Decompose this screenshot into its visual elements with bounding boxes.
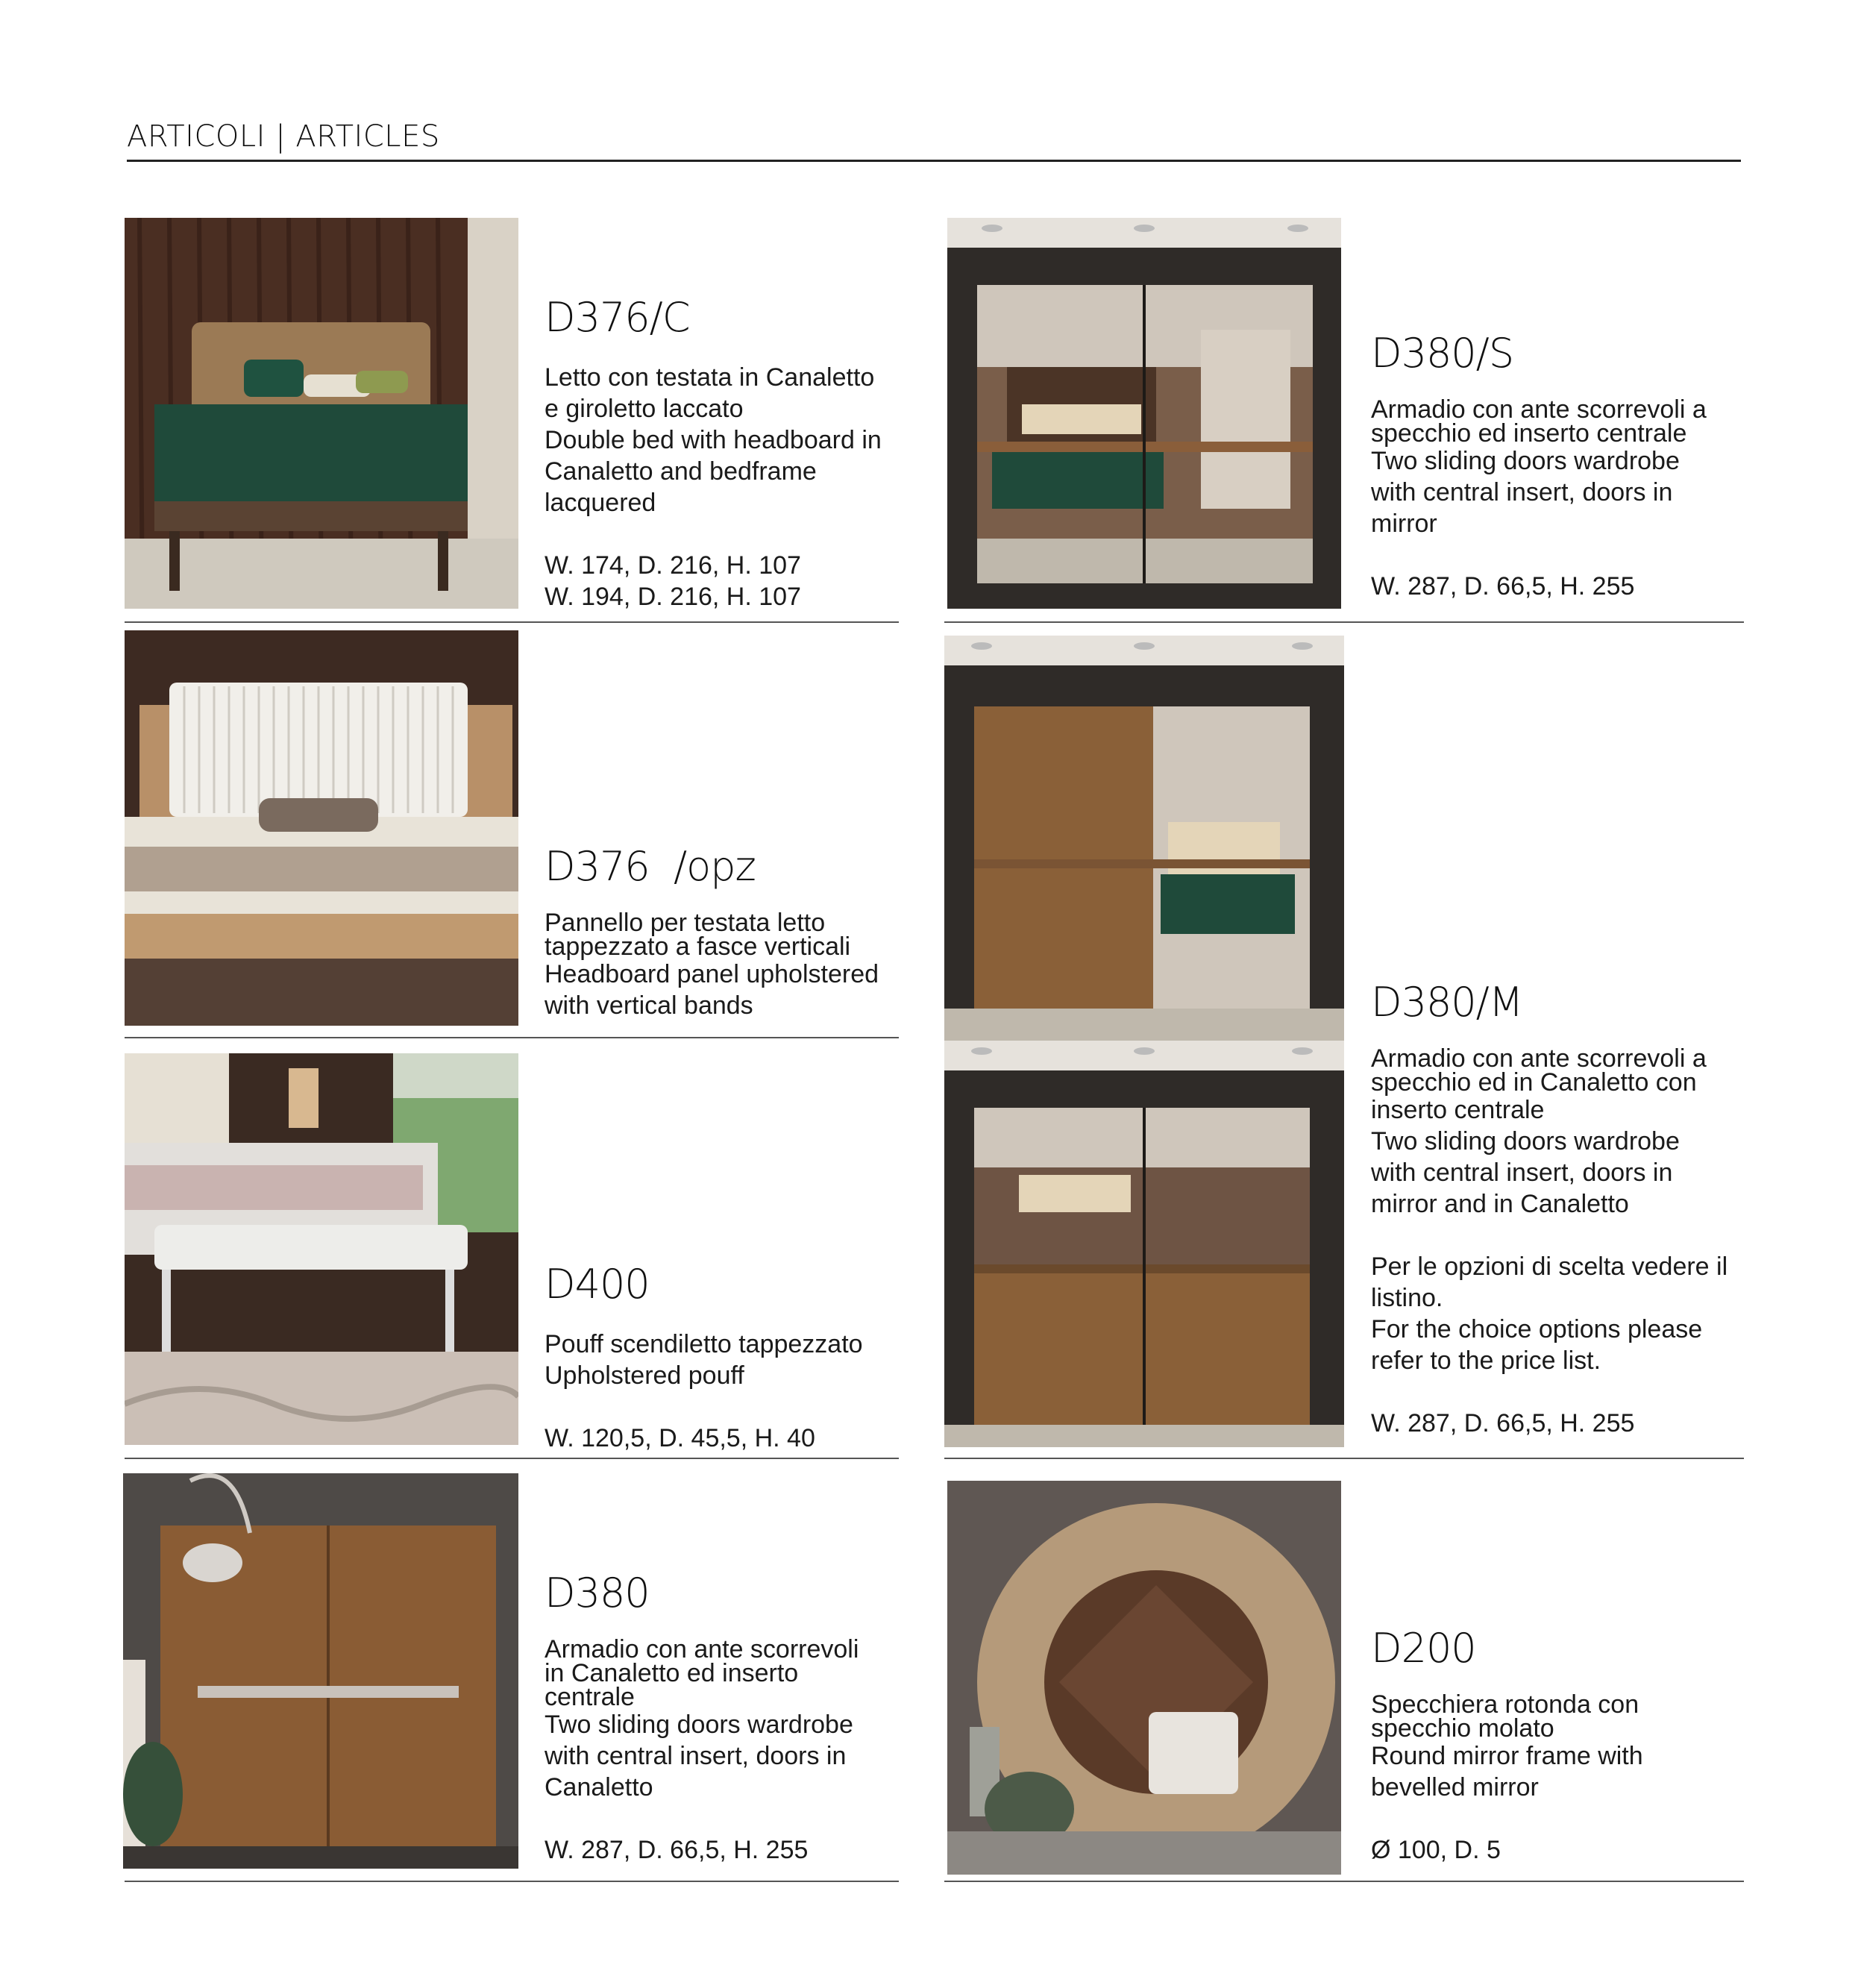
desc-line: specchio ed in Canaletto con <box>1371 1068 1697 1097</box>
dimensions: W. 120,5, D. 45,5, H. 40 <box>545 1424 815 1452</box>
desc-line: Two sliding doors wardrobe <box>1371 1127 1680 1156</box>
product-image-wardrobe-canaletto <box>944 1041 1344 1447</box>
product-image-headboard <box>125 630 518 1026</box>
desc-line: tappezzato a fasce verticali <box>545 932 851 961</box>
desc-line: Headboard panel upholstered <box>545 960 879 988</box>
desc-line: mirror <box>1371 509 1437 538</box>
item-divider <box>125 1037 899 1038</box>
product-code: D380/M <box>1371 979 1523 1026</box>
desc-line: with central insert, doors in <box>1371 1158 1673 1187</box>
desc-line: with central insert, doors in <box>545 1742 847 1770</box>
desc-line: Armadio con ante scorrevoli a <box>1371 395 1707 424</box>
desc-line: Armadio con ante scorrevoli a <box>1371 1044 1707 1073</box>
item-divider <box>944 621 1744 623</box>
desc-line: inserto centrale <box>1371 1096 1545 1124</box>
note-line: For the choice options please <box>1371 1315 1703 1343</box>
dimensions: W. 287, D. 66,5, H. 255 <box>545 1836 809 1864</box>
desc-line: specchio molato <box>1371 1714 1554 1743</box>
desc-line: Two sliding doors wardrobe <box>545 1711 853 1739</box>
product-image-bed <box>125 218 518 609</box>
desc-line: Upholstered pouff <box>545 1361 744 1390</box>
product-image-pouff <box>125 1053 518 1445</box>
dimensions: W. 174, D. 216, H. 107 <box>545 551 801 580</box>
product-image-wardrobe-open <box>944 636 1344 1041</box>
item-divider <box>125 1458 899 1459</box>
desc-line: Two sliding doors wardrobe <box>1371 447 1680 475</box>
desc-line: Pouff scendiletto tappezzato <box>545 1330 863 1358</box>
dimensions: W. 287, D. 66,5, H. 255 <box>1371 1409 1635 1437</box>
desc-line: Canaletto <box>545 1773 653 1802</box>
item-divider <box>125 1881 899 1882</box>
desc-line: Double bed with headboard in <box>545 426 882 454</box>
desc-line: Pannello per testata letto <box>545 909 826 937</box>
product-d200 <box>1371 1625 1744 1866</box>
dimensions: W. 287, D. 66,5, H. 255 <box>1371 572 1635 601</box>
product-code: D200 <box>1371 1625 1476 1672</box>
desc-line: lacquered <box>545 489 656 517</box>
desc-line: centrale <box>545 1683 635 1711</box>
product-image-round-mirror <box>947 1481 1341 1875</box>
desc-line: Specchiera rotonda con <box>1371 1690 1639 1719</box>
note-line: refer to the price list. <box>1371 1346 1601 1375</box>
desc-line: Armadio con ante scorrevoli <box>545 1635 859 1664</box>
item-divider <box>125 621 899 623</box>
product-code: D380/S <box>1371 330 1514 377</box>
desc-line: mirror and in Canaletto <box>1371 1190 1629 1218</box>
note-line: Per le opzioni di scelta vedere il <box>1371 1252 1728 1281</box>
item-divider <box>944 1881 1744 1882</box>
desc-line: Round mirror frame with <box>1371 1742 1643 1770</box>
note-line: listino. <box>1371 1284 1443 1312</box>
header-divider <box>127 160 1741 162</box>
product-d380s <box>1371 330 1744 602</box>
product-d376-opz <box>545 843 917 1021</box>
product-d380 <box>545 1570 917 1866</box>
page-title: ARTICOLI | ARTICLES <box>127 119 440 154</box>
product-d380m <box>1371 979 1759 1439</box>
product-code: D376/C <box>545 294 690 341</box>
product-d400 <box>545 1261 917 1454</box>
desc-line: specchio ed inserto centrale <box>1371 419 1687 448</box>
desc-line: in Canaletto ed inserto <box>545 1659 799 1687</box>
product-code: D376 /opz <box>545 843 756 890</box>
desc-line: with vertical bands <box>545 991 753 1020</box>
desc-line: with central insert, doors in <box>1371 478 1673 507</box>
desc-line: Letto con testata in Canaletto <box>545 363 875 392</box>
item-divider <box>944 1458 1744 1459</box>
product-image-mirror-wardrobe <box>947 218 1341 609</box>
product-code: D380 <box>545 1570 650 1617</box>
product-d376c <box>545 294 917 612</box>
product-image-wooden-wardrobe <box>123 1473 518 1869</box>
desc-line: Canaletto and bedframe <box>545 457 817 486</box>
desc-line: e giroletto laccato <box>545 395 744 423</box>
dimensions: Ø 100, D. 5 <box>1371 1836 1501 1864</box>
desc-line: bevelled mirror <box>1371 1773 1539 1802</box>
dimensions: W. 194, D. 216, H. 107 <box>545 583 801 611</box>
product-code: D400 <box>545 1261 650 1308</box>
